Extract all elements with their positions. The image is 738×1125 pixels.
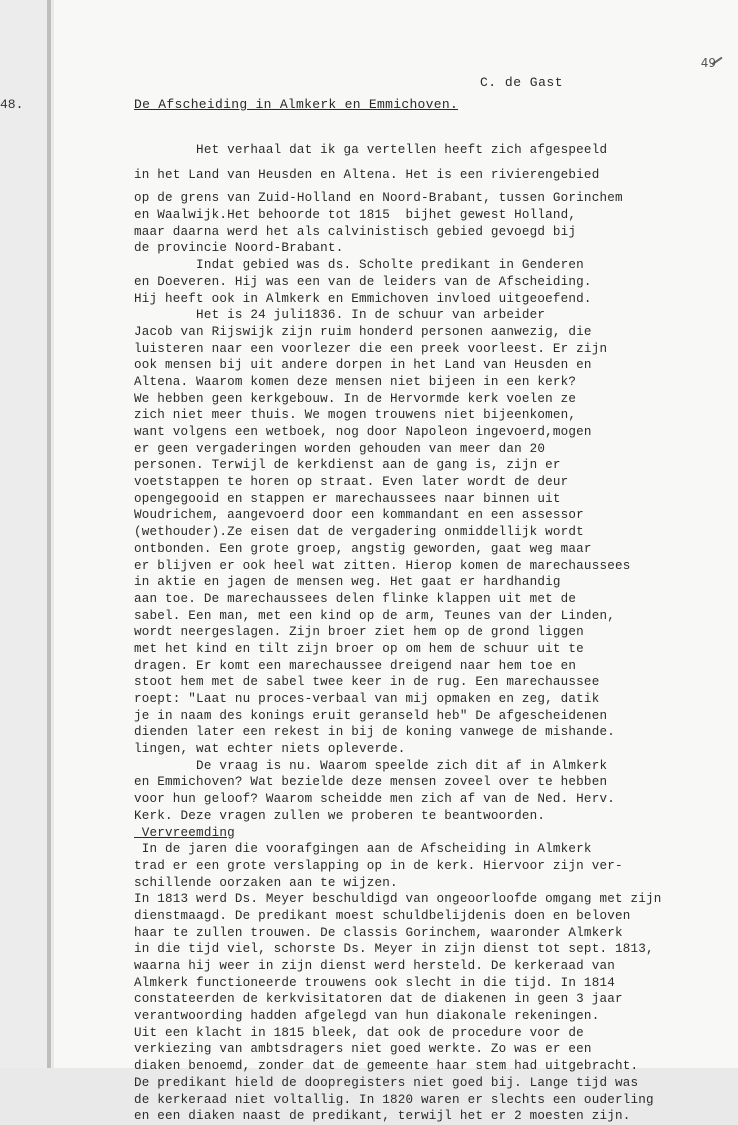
text-line: aan toe. De marechaussees delen flinke klappen uit met de [134, 591, 577, 606]
text-line: en Doeveren. Hij was een van de leiders van de Afscheiding. [134, 274, 592, 289]
text-line: Jacob van Rijswijk zijn ruim honderd personen aanwezig, die [134, 324, 592, 339]
text-line: je in naam des konings eruit geranseld heb" De afgescheidenen [134, 708, 608, 723]
text-line: in het Land van Heusden en Altena. Het is een rivierengebied [134, 167, 600, 182]
text-line: dienden later een rekest in bij de koning vanwege de mishande. [134, 725, 615, 740]
text-line: maar daarna werd het als calvinistisch gebied gevoegd bij [134, 224, 577, 239]
text-line: de provincie Noord-Brabant. [134, 241, 344, 256]
text-line: Het is 24 juli1836. In de schuur van arbeider [134, 308, 546, 323]
text-line: personen. Terwijl de kerkdienst aan de gang is, zijn er [134, 458, 561, 473]
text-line: De predikant hield de doopregisters niet goed bij. Lange tijd was [134, 1075, 639, 1090]
body-text [134, 142, 734, 1125]
text-line: schillende oorzaken aan te wijzen. [134, 875, 398, 890]
text-line: zich niet meer thuis. We mogen trouwens niet bijeenkomen, [134, 408, 577, 423]
text-line: opengegooid en stappen er marechaussees naar binnen uit [134, 491, 561, 506]
text-line: verantwoording hadden afgelegd van hun diakonale rekeningen. [134, 1009, 600, 1024]
text-line: We hebben geen kerkgebouw. In de Hervormde kerk voelen ze [134, 391, 577, 406]
previous-page-margin [0, 0, 52, 1068]
text-line: want volgens een wetboek, nog door Napoleon ingevoerd,mogen [134, 425, 592, 439]
text-line: en Emmichoven? Wat bezielde deze mensen zoveel over te hebben [134, 775, 608, 790]
text-line: waarna hij weer in zijn dienst werd hersteld. De kerkeraad van [134, 959, 615, 973]
text-line: constateerden de kerkvisitatoren dat de diakenen in geen 3 jaar [134, 992, 623, 1007]
text-line: Het verhaal dat ik ga vertellen heeft zich afgespeeld [134, 143, 608, 157]
page-edge-shadow [47, 0, 51, 1068]
text-line: Indat gebied was ds. Scholte predikant in Genderen [134, 258, 584, 273]
text-line: In 1813 werd Ds. Meyer beschuldigd van ongeoorloofde omgang met zijn [134, 892, 662, 907]
text-line: trad er een grote verslapping op in de kerk. Hiervoor zijn ver- [134, 858, 623, 873]
text-line: diaken benoemd, zonder dat de gemeente haar stem had uitgebracht. [134, 1059, 639, 1074]
text-line: voetstappen te horen op straat. Even later wordt de deur [134, 475, 569, 490]
text-line: en Waalwijk.Het behoorde tot 1815 bijhet gewest Holland, [134, 208, 577, 223]
text-line: ook mensen bij uit andere dorpen in het Land van Heusden en [134, 358, 592, 373]
text-line: sabel. Een man, met een kind op de arm, Teunes van der Linden, [134, 608, 615, 623]
text-line: Almkerk functioneerde trouwens ook slecht in die tijd. In 1814 [134, 975, 615, 990]
text-line: en een diaken naast de predikant, terwijl het er 2 moesten zijn. [134, 1109, 631, 1124]
text-line: In de jaren die voorafgingen aan de Afscheiding in Almkerk [134, 842, 592, 857]
text-line: in die tijd viel, schorste Ds. Meyer in zijn dienst tot sept. 1813, [134, 942, 654, 957]
text-line: (wethouder).Ze eisen dat de vergadering onmiddellijk wordt [134, 525, 584, 540]
text-line: er geen vergaderingen worden gehouden van meer dan 20 [134, 441, 546, 456]
corner-page-number: 49 [700, 56, 716, 70]
text-line: voor hun geloof? Waarom scheidde men zich af van de Ned. Herv. [134, 792, 615, 807]
document-title: De Afscheiding in Almkerk en Emmichoven. [134, 97, 459, 112]
text-line: Hij heeft ook in Almkerk en Emmichoven invloed uitgeoefend. [134, 291, 592, 306]
text-line: roept: "Laat nu proces-verbaal van mij opmaken en zeg, datik [134, 692, 600, 706]
text-line: Kerk. Deze vragen zullen we proberen te beantwoorden. [134, 808, 546, 823]
text-line: haar te zullen trouwen. De classis Gorinchem, waaronder Almkerk [134, 925, 623, 940]
text-line: wordt neergeslagen. Zijn broer ziet hem op de grond liggen [134, 625, 584, 640]
text-line: met het kind en tilt zijn broer op om hem de schuur uit te [134, 641, 584, 656]
text-line: verkiezing van ambtsdragers niet goed werkte. Zo was er een [134, 1042, 592, 1057]
text-line: er blijven er ook heel wat zitten. Hierop komen de marechaussees [134, 558, 631, 573]
author-name: C. de Gast [480, 75, 564, 90]
margin-page-number: 48. [0, 97, 24, 112]
text-line: dienstmaagd. De predikant moest schuldbelijdenis doen en beloven [134, 908, 631, 923]
text-line: dragen. Er komt een marechaussee dreigend naar hem toe en [134, 658, 577, 673]
text-line: in aktie en jagen de mensen weg. Het gaat er hardhandig [134, 575, 561, 590]
text-line: stoot hem met de sabel twee keer in de rug. Een marechaussee [134, 675, 600, 690]
text-line: op de grens van Zuid-Holland en Noord-Brabant, tussen Gorinchem [134, 191, 623, 206]
text-line: ontbonden. Een grote groep, angstig geworden, gaat weg maar [134, 541, 592, 556]
text-line: luisteren naar een voorlezer die een preek voorleest. Er zijn [134, 341, 608, 356]
text-line: Woudrichem, aangevoerd door een kommandant en een assessor [134, 508, 584, 523]
text-line: Altena. Waarom komen deze mensen niet bijeen in een kerk? [134, 374, 577, 389]
text-line: De vraag is nu. Waarom speelde zich dit af in Almkerk [134, 758, 608, 773]
text-line: Uit een klacht in 1815 bleek, dat ook de procedure voor de [134, 1025, 584, 1040]
text-line: Vervreemding [134, 825, 235, 840]
text-line: de kerkeraad niet voltallig. In 1820 waren er slechts een ouderling [134, 1092, 654, 1107]
text-line: lingen, wat echter niets opleverde. [134, 742, 406, 757]
